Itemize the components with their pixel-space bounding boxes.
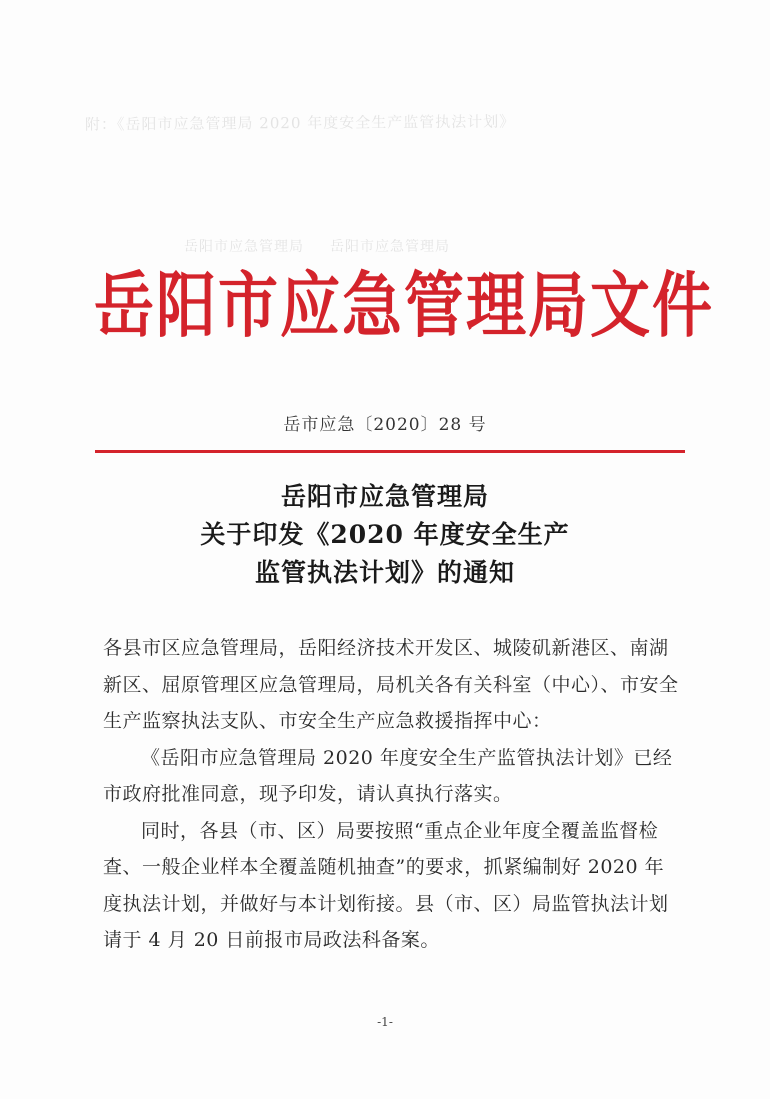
document-masthead: 岳阳市应急管理局文件 [94, 264, 714, 348]
red-divider-line [95, 450, 685, 453]
title-line: 岳阳市应急管理局 [280, 482, 489, 511]
bleed-through-text: 岳阳市应急管理局 [330, 239, 450, 255]
body-paragraph: 《岳阳市应急管理局 2020 年度安全生产监管执法计划》已经市政府批准同意，现予印发，请认真执行落实。 [103, 746, 673, 805]
body-paragraph: 同时，各县（市、区）局要按照“重点企业年度全覆盖监督检查、一般企业样本全覆盖随机抽查”的要求，抓紧编制好 2020 年度执法计划，并做好与本计划衔接。县（市、区）局监管执法计划请于 4 月 20 日前报市局政法科备案。 [103, 819, 669, 951]
title-line: 关于印发《2020 年度安全生产 [200, 520, 570, 549]
document-body [103, 630, 683, 959]
title-line: 监管执法计划》的通知 [254, 558, 515, 587]
page-number: -1- [377, 1015, 393, 1029]
bleed-through-text: 附：《岳阳市应急管理局 2020 年度安全生产监管执法计划》 [84, 112, 516, 134]
bleed-through-text: 岳阳市应急管理局 [184, 239, 304, 255]
recipients-paragraph: 各县市区应急管理局，岳阳经济技术开发区、城陵矶新港区、南湖新区、屈原管理区应急管理局，局机关各有关科室（中心）、市安全生产监察执法支队、市安全生产应急救援指挥中心： [103, 637, 679, 732]
document-number: 岳市应急〔2020〕28 号 [283, 415, 487, 435]
document-title [0, 478, 770, 592]
